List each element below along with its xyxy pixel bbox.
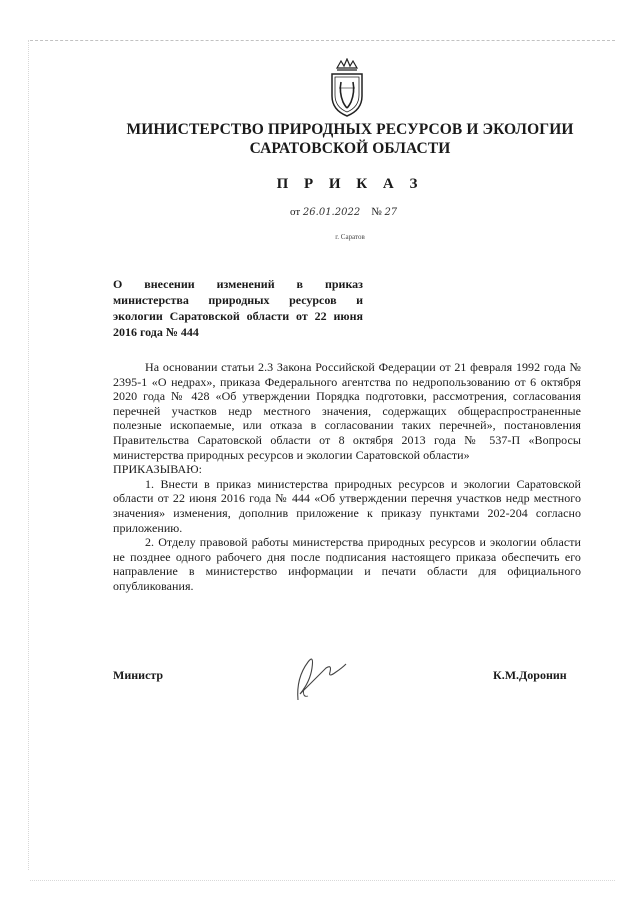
order-number: 27 xyxy=(384,207,398,218)
ministry-name xyxy=(60,120,640,158)
number-prefix: № xyxy=(371,206,382,218)
order-date: 26.01.2022 xyxy=(302,207,361,218)
scan-edge-bottom xyxy=(30,880,615,881)
order-item-1: 1. Внести в приказ министерства природных ресурсов и экологии Саратовской области от 22 июня 2016 года № 444 «Об утверждении перечня участков недр местного значения» изменения, дополнив приложение к приказу пунктами 202-204 согласно приложению. xyxy=(113,476,581,535)
order-title: П Р И К А З xyxy=(276,176,424,192)
order-subject: О внесении изменений в приказ министерства природных ресурсов и экологии Саратовской области от 22 июня 2016 года № 444 xyxy=(113,277,363,339)
ministry-line-1: МИНИСТЕРСТВО ПРИРОДНЫХ РЕСУРСОВ И ЭКОЛОГИИ xyxy=(126,121,574,138)
city: г. Саратов xyxy=(335,233,365,241)
signatory-role: Министр xyxy=(113,668,164,682)
ministry-line-2: САРАТОВСКОЙ ОБЛАСТИ xyxy=(249,140,451,157)
scan-edge-top xyxy=(30,40,615,41)
preamble-paragraph: На основании статьи 2.3 Закона Российской Федерации от 21 февраля 1992 года № 2395-1 «О недрах», приказа Федерального агентства по недропользованию от 6 октября 2020 года № 428 «Об утверждении Порядка подготовки, рассмотрения, согласования перечней участков недр местного значения, содержащих общераспространенные полезные ископаемые, или отказа в согласовании таких перечней», постановления Правительства Саратовской области от 8 октября 2013 года № 537-П «Вопросы министерства природных ресурсов и экологии Саратовской области» xyxy=(113,360,581,462)
signatory-name: К.М.Доронин xyxy=(493,668,567,682)
handwritten-signature xyxy=(286,638,356,708)
order-body xyxy=(113,360,581,594)
order-item-2: 2. Отделу правовой работы министерства природных ресурсов и экологии области не позднее одного рабочего дня после подписания настоящего приказа обеспечить его направление в министерство информации и печати области для официального опубликования. xyxy=(113,535,581,593)
scan-edge-left xyxy=(28,40,29,870)
coat-of-arms-icon xyxy=(327,58,367,118)
date-prefix: от xyxy=(290,206,301,218)
order-date-line xyxy=(290,206,397,218)
order-word: ПРИКАЗЫВАЮ: xyxy=(113,462,202,477)
